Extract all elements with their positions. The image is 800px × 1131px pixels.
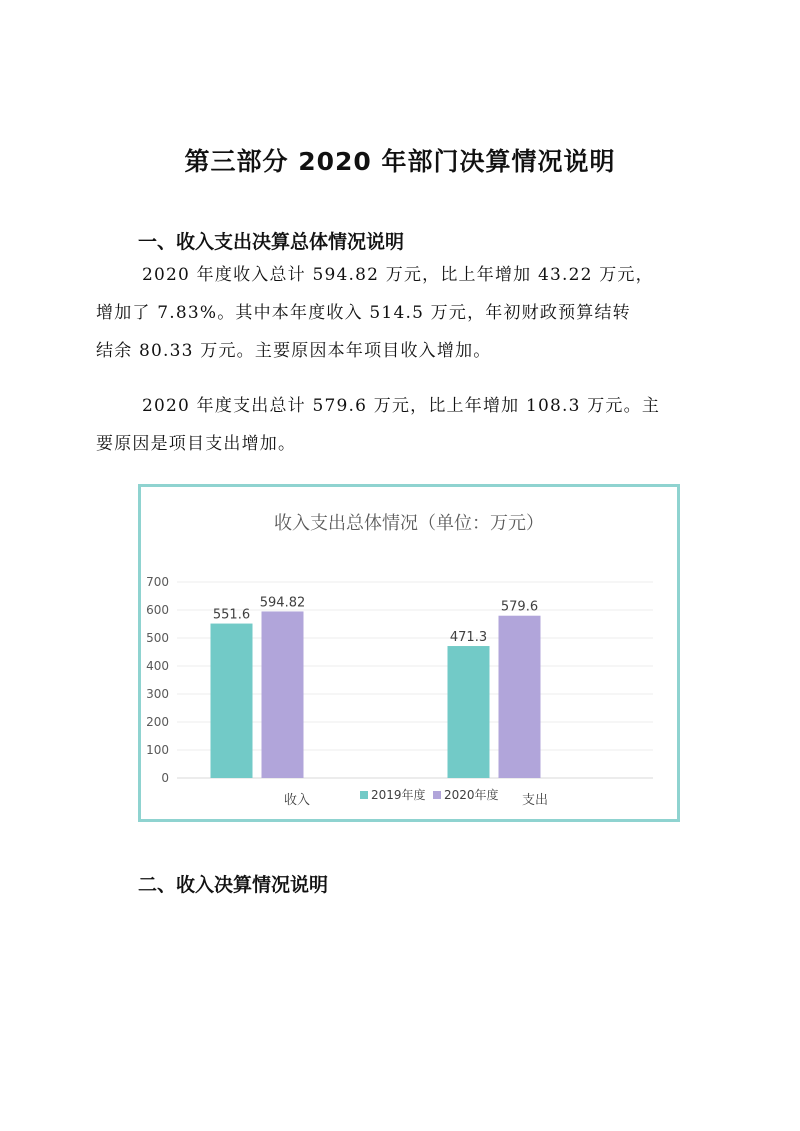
paragraph-line: 2020 年度支出总计 579.6 万元，比上年增加 108.3 万元。主 — [142, 396, 661, 416]
chart-container — [138, 484, 680, 822]
y-tick-label: 300 — [146, 687, 169, 701]
data-label: 471.3 — [449, 630, 488, 646]
y-tick-label: 0 — [161, 771, 169, 785]
bar — [262, 611, 304, 778]
legend-swatch — [433, 791, 441, 799]
bar — [448, 646, 490, 778]
section-heading-2: 二、收入决算情况说明 — [138, 874, 329, 896]
section-heading-1: 一、收入支出决算总体情况说明 — [138, 231, 405, 253]
data-label: 594.82 — [259, 595, 306, 611]
x-category-label: 支出 — [521, 793, 549, 808]
bar — [499, 616, 541, 778]
chart-title: 收入支出总体情况（单位：万元） — [274, 513, 544, 534]
paragraph-expense — [96, 387, 708, 463]
data-label: 551.6 — [212, 607, 251, 623]
paragraph-line: 结余 80.33 万元。主要原因本年项目收入增加。 — [96, 341, 492, 361]
x-category-label: 收入 — [283, 793, 311, 808]
legend-label: 2019年度 — [371, 788, 426, 802]
y-tick-label: 200 — [146, 715, 169, 729]
bar-chart — [141, 487, 677, 819]
y-tick-label: 600 — [146, 603, 169, 617]
y-tick-label: 700 — [146, 575, 169, 589]
y-tick-label: 500 — [146, 631, 169, 645]
data-label: 579.6 — [500, 599, 539, 615]
paragraph-line: 要原因是项目支出增加。 — [96, 434, 297, 454]
legend-label: 2020年度 — [444, 788, 499, 802]
legend-swatch — [360, 791, 368, 799]
paragraph-line: 增加了 7.83%。其中本年度收入 514.5 万元，年初财政预算结转 — [96, 303, 631, 323]
paragraph-income — [96, 256, 708, 370]
bar — [211, 624, 253, 778]
paragraph-line: 2020 年度收入总计 594.82 万元，比上年增加 43.22 万元， — [142, 265, 654, 285]
y-tick-label: 100 — [146, 743, 169, 757]
y-tick-label: 400 — [146, 659, 169, 673]
page-title: 第三部分 2020 年部门决算情况说明 — [184, 147, 616, 176]
